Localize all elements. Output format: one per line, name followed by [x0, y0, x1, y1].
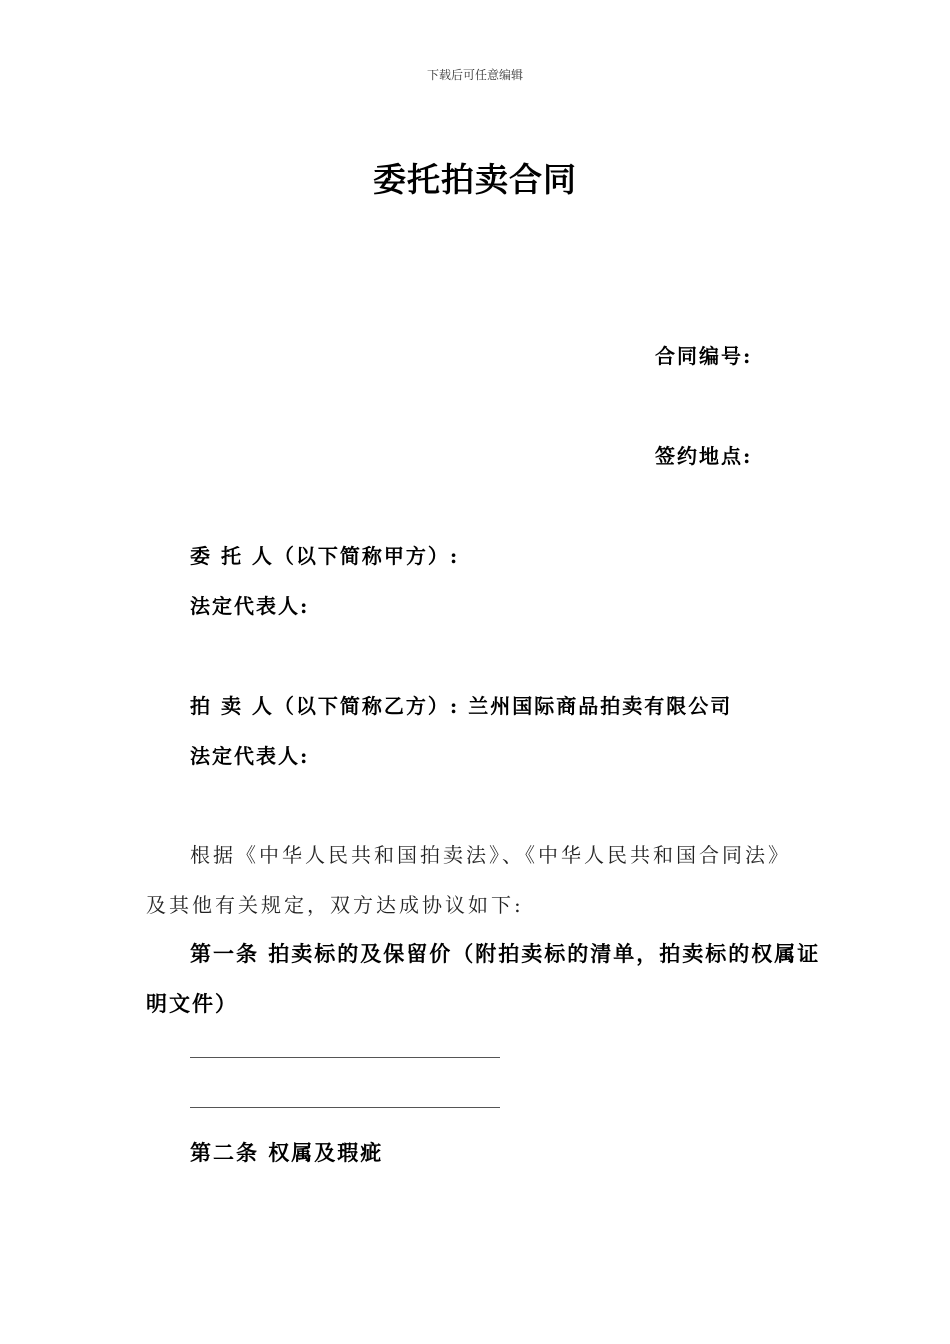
contract-number-label: 合同编号:	[655, 344, 753, 368]
header-note: 下载后可任意编辑	[426, 68, 523, 82]
auctioneer-legal-rep-label: 法定代表人:	[190, 744, 310, 768]
auctioneer-label: 拍 卖 人（以下简称乙方）: 兰州国际商品拍卖有限公司	[190, 694, 733, 718]
article-1-title-line-1: 第一条 拍卖标的及保留价（附拍卖标的清单，拍卖标的权属证	[190, 941, 821, 966]
consignor-legal-rep-label: 法定代表人:	[190, 594, 310, 618]
document-title: 委托拍卖合同	[373, 160, 577, 199]
article-2-title: 第二条 权属及瑕疵	[190, 1140, 384, 1165]
preamble-line-2: 及其他有关规定，双方达成协议如下:	[146, 893, 524, 917]
blank-fill-line-1	[190, 1057, 500, 1058]
blank-fill-line-2	[190, 1107, 500, 1108]
consignor-label: 委 托 人（以下简称甲方）:	[190, 544, 460, 568]
preamble-line-1: 根据《中华人民共和国拍卖法》、《中华人民共和国合同法》	[190, 843, 791, 867]
signing-place-label: 签约地点:	[655, 444, 753, 468]
article-1-title-line-2: 明文件）	[146, 991, 238, 1016]
